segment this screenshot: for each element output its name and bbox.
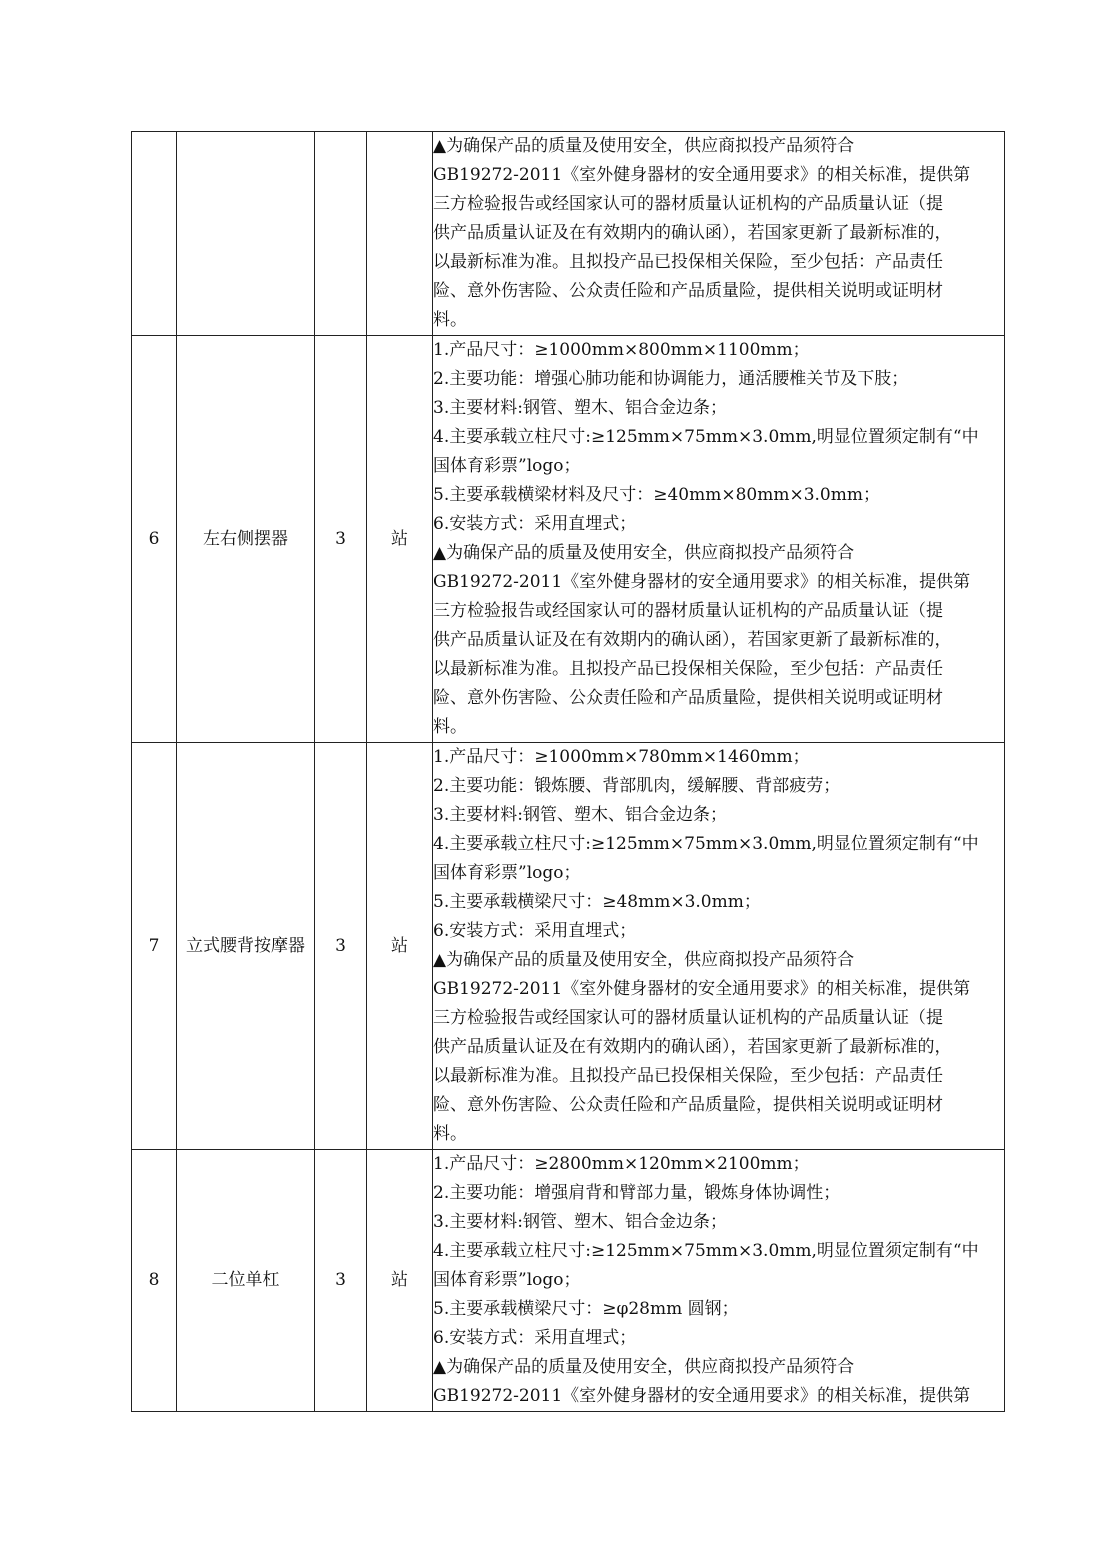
description-line: 4.主要承载立柱尺寸:≥125mm×75mm×3.0mm,明显位置须定制有“中 (433, 427, 979, 447)
item-quantity: 3 (315, 336, 367, 743)
item-number: 6 (132, 336, 177, 743)
description-line: 供产品质量认证及在有效期内的确认函），若国家更新了最新标准的， (433, 1037, 952, 1057)
description-line: 2.主要功能：增强心肺功能和协调能力，通活腰椎关节及下肢； (433, 369, 909, 389)
item-unit (367, 132, 433, 336)
description-line: 1.产品尺寸：≥1000mm×800mm×1100mm； (433, 340, 810, 360)
description-line: GB19272-2011《室外健身器材的安全通用要求》的相关标准，提供第 (433, 1386, 971, 1406)
item-unit: 站 (367, 743, 433, 1150)
description-line: 国体育彩票”logo； (433, 1270, 581, 1290)
description-line: 料。 (433, 310, 467, 330)
item-name: 左右侧摆器 (177, 336, 315, 743)
description-line: 5.主要承载横梁尺寸：≥φ28mm 圆钢； (433, 1299, 739, 1319)
item-name: 二位单杠 (177, 1150, 315, 1412)
description-line: 6.安装方式：采用直埋式； (433, 514, 637, 534)
item-name: 立式腰背按摩器 (177, 743, 315, 1150)
description-line: GB19272-2011《室外健身器材的安全通用要求》的相关标准，提供第 (433, 979, 971, 999)
item-unit: 站 (367, 1150, 433, 1412)
description-line: 供产品质量认证及在有效期内的确认函），若国家更新了最新标准的， (433, 630, 952, 650)
description-line: 险、意外伤害险、公众责任险和产品质量险，提供相关说明或证明材 (433, 1095, 943, 1115)
description-line: 1.产品尺寸：≥2800mm×120mm×2100mm； (433, 1154, 810, 1174)
description-line: 4.主要承载立柱尺寸:≥125mm×75mm×3.0mm,明显位置须定制有“中 (433, 834, 979, 854)
item-quantity: 3 (315, 743, 367, 1150)
description-line: ▲为确保产品的质量及使用安全，供应商拟投产品须符合 (433, 1357, 855, 1377)
item-number (132, 132, 177, 336)
table-row (132, 743, 1005, 1150)
table-row (132, 336, 1005, 743)
description-line: 以最新标准为准。且拟投产品已投保相关保险，至少包括：产品责任 (433, 659, 943, 679)
item-quantity: 3 (315, 1150, 367, 1412)
description-line: 三方检验报告或经国家认可的器材质量认证机构的产品质量认证（提 (433, 194, 943, 214)
item-description (433, 336, 1005, 743)
description-line: 2.主要功能：锻炼腰、背部肌肉，缓解腰、背部疲劳； (433, 776, 841, 796)
description-line: GB19272-2011《室外健身器材的安全通用要求》的相关标准，提供第 (433, 165, 971, 185)
item-description (433, 743, 1005, 1150)
description-line: 国体育彩票”logo； (433, 456, 581, 476)
description-line: 4.主要承载立柱尺寸:≥125mm×75mm×3.0mm,明显位置须定制有“中 (433, 1241, 979, 1261)
table-row (132, 132, 1005, 336)
table-row (132, 1150, 1005, 1412)
equipment-spec-table (131, 131, 1005, 1412)
item-number: 7 (132, 743, 177, 1150)
description-line: ▲为确保产品的质量及使用安全，供应商拟投产品须符合 (433, 950, 855, 970)
description-line: ▲为确保产品的质量及使用安全，供应商拟投产品须符合 (433, 543, 855, 563)
description-line: 以最新标准为准。且拟投产品已投保相关保险，至少包括：产品责任 (433, 1066, 943, 1086)
description-line: 料。 (433, 1124, 467, 1144)
item-name (177, 132, 315, 336)
description-line: 3.主要材料:钢管、塑木、铝合金边条； (433, 805, 727, 825)
item-description (433, 132, 1005, 336)
description-line: 5.主要承载横梁尺寸：≥48mm×3.0mm； (433, 892, 761, 912)
item-number: 8 (132, 1150, 177, 1412)
description-line: 1.产品尺寸：≥1000mm×780mm×1460mm； (433, 747, 810, 767)
description-line: 6.安装方式：采用直埋式； (433, 921, 637, 941)
item-description (433, 1150, 1005, 1412)
description-line: 险、意外伤害险、公众责任险和产品质量险，提供相关说明或证明材 (433, 281, 943, 301)
description-line: 6.安装方式：采用直埋式； (433, 1328, 637, 1348)
description-line: ▲为确保产品的质量及使用安全，供应商拟投产品须符合 (433, 136, 855, 156)
description-line: 5.主要承载横梁材料及尺寸：≥40mm×80mm×3.0mm； (433, 485, 880, 505)
description-line: GB19272-2011《室外健身器材的安全通用要求》的相关标准，提供第 (433, 572, 971, 592)
description-line: 以最新标准为准。且拟投产品已投保相关保险，至少包括：产品责任 (433, 252, 943, 272)
item-quantity (315, 132, 367, 336)
description-line: 供产品质量认证及在有效期内的确认函），若国家更新了最新标准的， (433, 223, 952, 243)
description-line: 2.主要功能：增强肩背和臂部力量，锻炼身体协调性； (433, 1183, 841, 1203)
description-line: 险、意外伤害险、公众责任险和产品质量险，提供相关说明或证明材 (433, 688, 943, 708)
item-unit: 站 (367, 336, 433, 743)
description-line: 国体育彩票”logo； (433, 863, 581, 883)
table-body (132, 132, 1005, 1412)
description-line: 三方检验报告或经国家认可的器材质量认证机构的产品质量认证（提 (433, 1008, 943, 1028)
description-line: 料。 (433, 717, 467, 737)
description-line: 三方检验报告或经国家认可的器材质量认证机构的产品质量认证（提 (433, 601, 943, 621)
description-line: 3.主要材料:钢管、塑木、铝合金边条； (433, 398, 727, 418)
description-line: 3.主要材料:钢管、塑木、铝合金边条； (433, 1212, 727, 1232)
